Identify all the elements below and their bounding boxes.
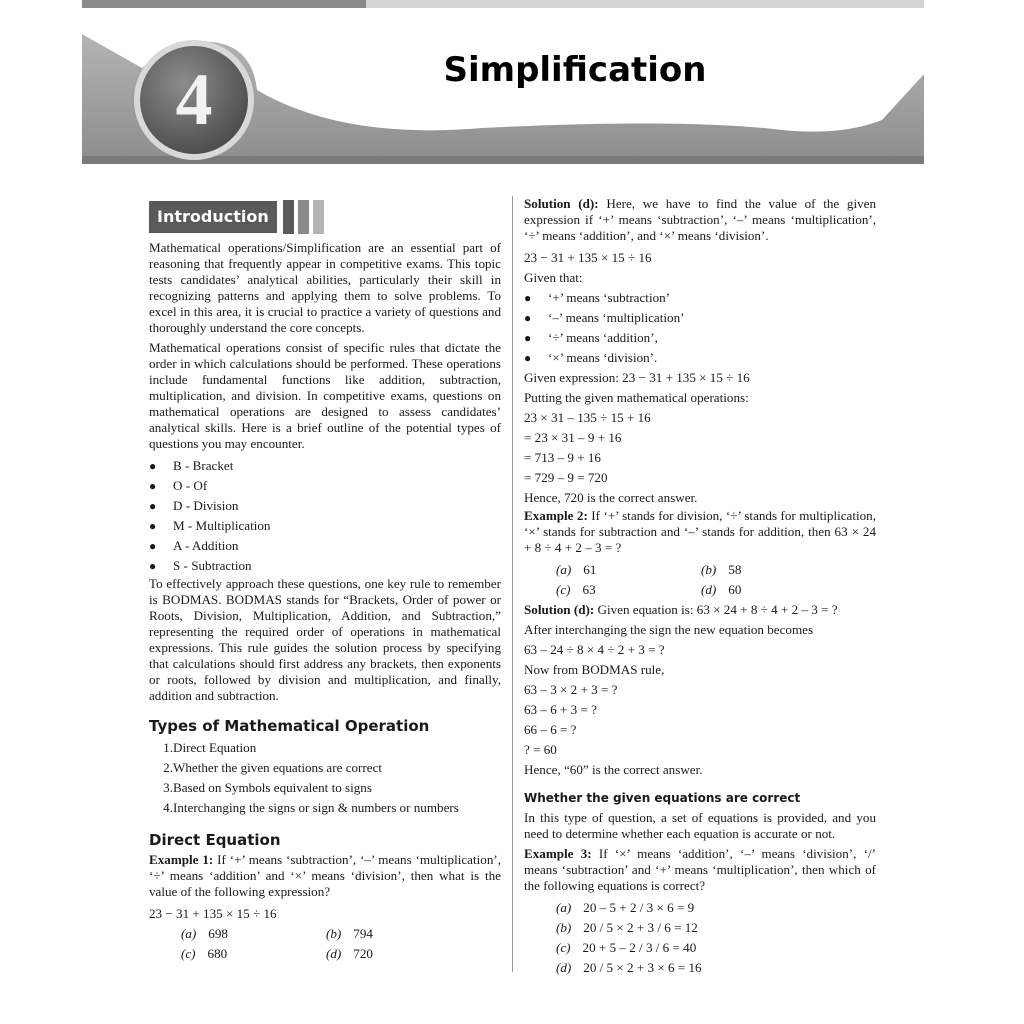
- list-item: 2. Whether the given equations are correct: [163, 760, 383, 775]
- solution-1-label: Solution (d):: [524, 196, 599, 211]
- bullet-icon: ●: [149, 499, 157, 513]
- intro-paragraph-3: To effectively approach these questions, one key rule to remember is BODMAS. BODMAS stands for “Brackets, Order of power or Roots, Division, Multiplication, Addition, and Subtraction,” representing the required order of operations in mathematical expressions. This rule guides the solution process by specifying that calculations should first address any brackets, then exponents or roots, followed by division and multiplication, and finally, addition and subtraction.: [149, 576, 501, 703]
- chapter-number: 4: [175, 58, 213, 141]
- bullet-icon: ●: [524, 351, 532, 365]
- list-item: ● ‘÷’ means ‘addition’,: [524, 328, 876, 348]
- right-column: [524, 196, 876, 978]
- option: (c) 680: [181, 946, 228, 961]
- bullet-icon: ●: [149, 519, 157, 533]
- example-3-options: [556, 898, 876, 978]
- introduction-heading: Introduction: [149, 201, 277, 233]
- list-item: 4. Interchanging the signs or sign & numbers or numbers: [163, 800, 459, 815]
- solution-2-answer: Hence, “60” is the correct answer.: [524, 762, 703, 777]
- step: ? = 60: [524, 742, 557, 757]
- option: (b) 794: [326, 926, 373, 941]
- list-item: ● O - Of: [149, 476, 501, 496]
- list-item: 3. Based on Symbols equivalent to signs: [163, 780, 372, 795]
- option: (b) 20 / 5 × 2 + 3 / 6 = 12: [556, 920, 698, 935]
- solution-1-answer: Hence, 720 is the correct answer.: [524, 490, 698, 505]
- example-2-options: [556, 560, 876, 600]
- option: (b) 58: [701, 562, 742, 577]
- whether-heading: Whether the given equations are correct: [524, 791, 801, 805]
- step: = 23 × 31 – 9 + 16: [524, 430, 622, 445]
- chapter-title: Simplification: [443, 50, 707, 90]
- given-expression: Given expression: 23 − 31 + 135 × 15 ÷ 16: [524, 370, 750, 385]
- bullet-icon: ●: [524, 311, 532, 325]
- step: 63 – 24 ÷ 8 × 4 ÷ 2 + 3 = ?: [524, 642, 665, 657]
- example-1: Example 1: If ‘+’ means ‘subtraction’, ‘–’ means ‘multiplication’, ‘÷’ means ‘addition’ and ‘×’ means ‘division’, then what is the value of the following expression?: [149, 852, 501, 899]
- bullet-icon: ●: [149, 559, 157, 573]
- step: Now from BODMAS rule,: [524, 662, 665, 677]
- bullet-icon: ●: [149, 539, 157, 553]
- list-item: ● ‘×’ means ‘division’.: [524, 348, 876, 368]
- option: (d) 20 / 5 × 2 + 3 × 6 = 16: [556, 960, 702, 975]
- top-bar-dark: [82, 0, 366, 8]
- example-2-label: Example 2:: [524, 508, 588, 523]
- bullet-icon: ●: [149, 459, 157, 473]
- example-2: Example 2: If ‘+’ stands for division, ‘÷’ stands for multiplication, ‘×’ stands for subtraction and ‘–’ stands for addition, then 63 × 24 + 8 ÷ 4 + 2 – 3 = ?: [524, 508, 876, 555]
- example-1-label: Example 1:: [149, 852, 214, 867]
- example-1-expression: 23 − 31 + 135 × 15 ÷ 16: [149, 906, 277, 921]
- types-list: [149, 738, 501, 818]
- example-1-options: [181, 924, 501, 964]
- list-item: ● ‘–’ means ‘multiplication’: [524, 308, 876, 328]
- option: (c) 20 + 5 – 2 / 3 / 6 = 40: [556, 940, 697, 955]
- option: (d) 60: [701, 582, 742, 597]
- list-item: ● ‘+’ means ‘subtraction’: [524, 288, 876, 308]
- option: (c) 63: [556, 582, 596, 597]
- bullet-icon: ●: [524, 331, 532, 345]
- step: After interchanging the sign the new equation becomes: [524, 622, 814, 637]
- solution-2: Solution (d): Given equation is: 63 × 24 + 8 ÷ 4 + 2 – 3 = ?: [524, 602, 838, 617]
- bodmas-list: [149, 456, 501, 576]
- top-bar-light: [366, 0, 924, 8]
- putting-operations: Putting the given mathematical operations:: [524, 390, 749, 405]
- given-list: [524, 288, 876, 368]
- option: (a) 698: [181, 926, 228, 941]
- direct-equation-heading: Direct Equation: [149, 831, 281, 849]
- solution-1: Solution (d): Here, we have to find the value of the given expression if ‘+’ means ‘subtraction’, ‘–’ means ‘multiplication’, ‘÷’ means ‘addition’, and ‘×’ means ‘division’.: [524, 196, 876, 243]
- step: 23 × 31 – 135 ÷ 15 + 16: [524, 410, 651, 425]
- option: (a) 61: [556, 562, 597, 577]
- list-item: ● S - Subtraction: [149, 556, 501, 576]
- whether-paragraph: In this type of question, a set of equations is provided, and you need to determine whether each equation is accurate or not.: [524, 810, 876, 841]
- option: (d) 720: [326, 946, 373, 961]
- types-heading: Types of Mathematical Operation: [149, 717, 430, 735]
- option: (a) 20 – 5 + 2 / 3 × 6 = 9: [556, 900, 695, 915]
- heading-bars-decoration: [283, 200, 328, 234]
- example-3: Example 3: If ‘×’ means ‘addition’, ‘–’ means ‘division’, ‘/’ means ‘subtraction’ and ‘+’ means ‘multiplication’, then which of the following equations is correct?: [524, 846, 876, 893]
- list-item: ● A - Addition: [149, 536, 501, 556]
- step: 63 – 6 + 3 = ?: [524, 702, 597, 717]
- left-column: [149, 200, 501, 964]
- step: = 729 – 9 = 720: [524, 470, 608, 485]
- example-3-label: Example 3:: [524, 846, 592, 861]
- step: 66 – 6 = ?: [524, 722, 577, 737]
- list-item: ● M - Multiplication: [149, 516, 501, 536]
- intro-paragraph-1: Mathematical operations/Simplification are an essential part of reasoning that frequently appear in competitive exams. This topic tests candidates’ analytical abilities, particularly their skill in recognizing patterns and applying them to solve problems. To excel in this area, it is crucial to practice a variety of questions and thoroughly understand the core concepts.: [149, 240, 501, 335]
- intro-paragraph-2: Mathematical operations consist of specific rules that dictate the order in which calculations should be performed. These operations include fundamental functions like addition, subtraction, multiplication, and division. In competitive exams, questions on mathematical operations are designed to assess candidates’ analytical skills. Here is a brief outline of the potential types of questions you may encounter.: [149, 340, 501, 451]
- column-divider: [512, 196, 513, 972]
- step: 63 – 3 × 2 + 3 = ?: [524, 682, 618, 697]
- solution-1-expression: 23 − 31 + 135 × 15 ÷ 16: [524, 250, 652, 265]
- solution-2-label: Solution (d):: [524, 602, 595, 617]
- step: = 713 – 9 + 16: [524, 450, 601, 465]
- list-item: 1. Direct Equation: [163, 740, 257, 755]
- bullet-icon: ●: [149, 479, 157, 493]
- bullet-icon: ●: [524, 291, 532, 305]
- given-that: Given that:: [524, 270, 583, 285]
- list-item: ● B - Bracket: [149, 456, 501, 476]
- list-item: ● D - Division: [149, 496, 501, 516]
- introduction-header: [149, 200, 501, 234]
